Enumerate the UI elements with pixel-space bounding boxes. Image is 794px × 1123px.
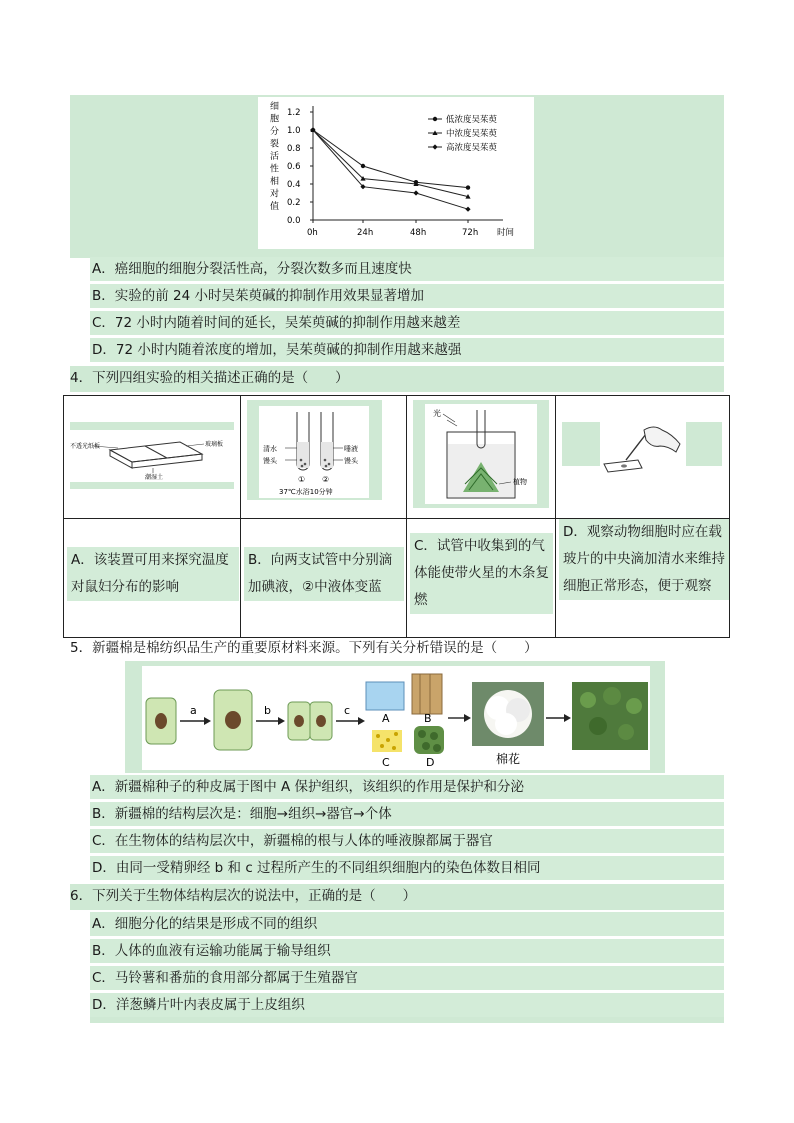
y-tick-label: 1.0 [287,126,301,136]
fig2-bath: 37℃水浴10分钟 [279,488,333,496]
y-tick-label: 0.4 [287,180,301,190]
y-axis-label [270,101,279,212]
data-point [361,164,365,168]
svg-text:裂: 裂 [270,139,280,150]
q5-stem: 5．新疆棉是棉纺织品生产的重要原材料来源。下列有关分析错误的是（ ） [70,640,538,656]
woodlouse-box-figure [70,430,234,482]
photosynthesis-figure [425,404,537,504]
q5-option-a[interactable]: A．新疆棉种子的种皮属于图中 A 保护组织，该组织的作用是保护和分泌 [90,775,724,799]
fig2-label-bread1: 馒头 [263,457,277,465]
cell-differentiation-figure [142,666,650,770]
y-tick-label: 0.0 [287,216,301,226]
q4-stem: 4．下列四组实验的相关描述正确的是（ ） [70,370,349,386]
q6-stem: 6．下列关于生物体结构层次的说法中，正确的是（ ） [70,888,417,904]
label-cotton: 棉花 [496,752,521,766]
x-tick-label: 24h [357,228,374,238]
fig2-tube2: ② [322,475,330,484]
q6-option-d[interactable]: D．洋葱鳞片叶内表皮属于上皮组织 [90,993,724,1017]
fig2-label-saliva: 唾液 [344,445,358,453]
fig1-label-right: 玻璃板 [205,441,224,448]
q5-option-d[interactable]: D．由同一受精卵经 b 和 c 过程所产生的不同组织细胞内的染色体数目相同 [90,856,724,880]
label-b: b [264,704,271,717]
chart-panel [258,97,534,249]
legend-label: 中浓度吴茱萸 [446,129,498,139]
test-tube-figure [259,406,369,498]
q4-figure-b-cell [241,396,407,519]
y-tick-label: 0.2 [287,198,301,208]
fig2-label-water: 清水 [263,445,277,453]
q4-experiment-table [63,395,730,638]
svg-text:分: 分 [270,127,280,137]
svg-text:胞: 胞 [270,114,280,125]
fig1-label-left: 不透光纸板 [70,443,101,450]
q6-option-b[interactable]: B．人体的血液有运输功能属于输导组织 [90,939,724,963]
x-axis-label: 时间 [497,228,515,238]
svg-text:细: 细 [270,102,280,112]
q5-option-b[interactable]: B．新疆棉的结构层次是：细胞→组织→器官→个体 [90,802,724,826]
q5-figure-panel [142,666,650,770]
svg-text:性: 性 [270,164,280,175]
q4-option-b[interactable]: B．向两支试管中分别滴加碘液，②中液体变蓝 [244,547,404,601]
q6-option-a[interactable]: A．细胞分化的结果是形成不同的组织 [90,912,724,936]
data-point [466,185,470,189]
q4-option-d-cell [556,519,730,638]
svg-text:活: 活 [270,152,280,162]
legend-marker [432,144,437,149]
q5-option-c[interactable]: C．在生物体的结构层次中，新疆棉的根与人体的唾液腺都属于器官 [90,829,724,853]
data-point [413,190,418,195]
label-C: C [382,756,390,769]
label-c: c [344,704,351,717]
x-tick-label: 72h [462,228,479,238]
svg-text:相: 相 [270,177,280,187]
x-tick-label: 48h [410,228,427,238]
y-tick-label: 1.2 [287,108,301,118]
label-a: a [190,704,197,717]
fig2-label-bread2: 馒头 [344,457,358,465]
q4-figure-c-cell [407,396,556,519]
fig2-tube1: ① [298,475,306,484]
q3-option-d[interactable]: D．72 小时内随着浓度的增加，吴茱萸碱的抑制作用越来越强 [90,338,724,362]
svg-text:值: 值 [270,202,280,212]
data-point [465,207,470,212]
slide-dropper-figure [600,420,686,486]
q4-option-c[interactable]: C．试管中收集到的气体能使带火星的木条复燃 [410,533,553,614]
q6-highlight-tail [90,1017,724,1023]
q3-option-a[interactable]: A．癌细胞的细胞分裂活性高，分裂次数多而且速度快 [90,257,724,281]
svg-text:对: 对 [270,189,280,200]
q4-option-c-cell [407,519,556,638]
series-line [313,130,468,209]
fig1-label-bottom: 潮湿土 [145,474,164,481]
x-tick-label: 0h [307,228,318,238]
label-D: D [426,756,435,769]
legend-marker [433,117,437,121]
q4-option-a[interactable]: A．该装置可用来探究温度对鼠妇分布的影响 [67,547,239,601]
line-chart [258,97,534,249]
y-tick-label: 0.6 [287,162,301,172]
legend-label: 低浓度吴茱萸 [446,115,498,125]
q3-option-c[interactable]: C．72 小时内随着时间的延长，吴茱萸碱的抑制作用越来越差 [90,311,724,335]
label-A: A [382,712,390,725]
q6-option-c[interactable]: C．马铃薯和番茄的食用部分都属于生殖器官 [90,966,724,990]
series-line [313,130,468,188]
q4-figure-d-cell [556,396,730,519]
fig3-label-plant: 植物 [513,478,527,486]
q4-figure-a-cell [64,396,241,519]
q4-option-a-cell [64,519,241,638]
series-line [313,130,468,197]
q4-option-d[interactable]: D．观察动物细胞时应在载玻片的中央滴加清水来维持细胞正常形态，便于观察 [559,519,729,600]
q4-option-b-cell [241,519,407,638]
legend-label: 高浓度吴茱萸 [446,143,498,153]
label-B: B [424,712,432,725]
q3-option-b[interactable]: B．实验的前 24 小时吴茱萸碱的抑制作用效果显著增加 [90,284,724,308]
fig3-label-light: 光 [433,409,441,418]
y-tick-label: 0.8 [287,144,301,154]
